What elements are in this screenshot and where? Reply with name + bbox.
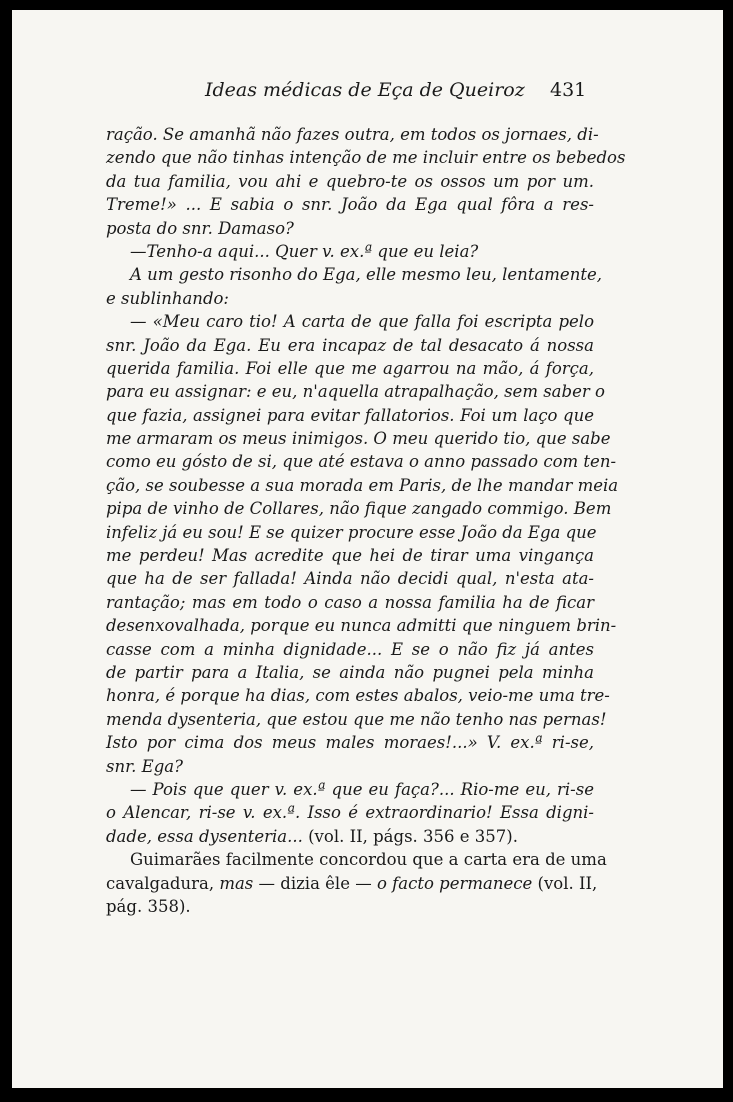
text-line: que ha de ser fallada! Ainda não decidi qual, n'esta ata- (106, 569, 594, 589)
text-line: para eu assignar: e eu, n'aquella atrapalhação, sem saber o (106, 382, 605, 402)
text-line: — Pois que quer v. ex.ª que eu faça?... Rio-me eu, ri-se (130, 779, 594, 799)
text-line: me perdeu! Mas acredite que hei de tirar uma vingança (106, 546, 594, 566)
text-line (106, 872, 598, 895)
text-line: honra, é porque ha dias, com estes abalos, veio-me uma tre- (106, 686, 610, 706)
text-line: menda dysenteria, que estou que me não tenho nas pernas! (106, 709, 607, 729)
text-line: zendo que não tinhas intenção de me incluir entre os bebedos (106, 148, 626, 168)
text-line: de partir para a Italia, se ainda não pugnei pela minha (106, 662, 594, 682)
text-line: o Alencar, ri-se v. ex.ª. Isso é extraordinario! Essa digni- (106, 803, 594, 823)
running-title: Ideas médicas de Eça de Queiroz (205, 79, 525, 101)
text-line: Treme!» ... E sabia o snr. João da Ega qual fôra a res- (106, 195, 594, 215)
text-line: Isto por cima dos meus males moraes!...» V. ex.ª ri-se, (106, 733, 594, 753)
text-segment: dade, essa dysenteria... (106, 826, 303, 846)
text-line: querida familia. Foi elle que me agarrou na mão, á força, (106, 358, 594, 378)
text-line: casse com a minha dignidade... E se o não fiz já antes (106, 639, 594, 659)
text-line: snr. Ega? (106, 756, 183, 776)
italic-segment: o facto permanece (376, 873, 533, 893)
text-line: me armaram os meus inimigos. O meu querido tio, que sabe (106, 429, 611, 449)
page-header (12, 76, 723, 106)
text-segment: (vol. II, (537, 873, 598, 893)
text-line: — «Meu caro tio! A carta de que falla foi escripta pelo (130, 312, 594, 332)
citation-text: (vol. II, págs. 356 e 357). (308, 826, 518, 846)
text-line: pipa de vinho de Collares, não fique zangado commigo. Bem (106, 499, 612, 519)
text-line (106, 825, 594, 848)
text-line: pág. 358). (106, 896, 191, 916)
text-line: e sublinhando: (106, 288, 229, 308)
italic-segment: mas (219, 873, 254, 893)
text-line: —Tenho-a aqui... Quer v. ex.ª que eu leia? (130, 241, 479, 261)
text-line: A um gesto risonho do Ega, elle mesmo leu, lentamente, (130, 265, 602, 285)
text-line: rantação; mas em todo o caso a nossa familia ha de ficar (106, 592, 594, 612)
text-line: ção, se soubesse a sua morada em Paris, de lhe mandar meia (106, 475, 619, 495)
text-segment: — dizia êle — (258, 873, 372, 893)
text-line: posta do snr. Damaso? (106, 218, 294, 238)
text-line: ração. Se amanhã não fazes outra, em todos os jornaes, di- (106, 125, 599, 144)
text-segment: cavalgadura, (106, 873, 215, 893)
book-page (12, 10, 723, 1088)
page-number: 431 (550, 79, 587, 101)
body-text (106, 123, 626, 918)
text-line: desenxovalhada, porque eu nunca admitti que ninguem brin- (106, 616, 617, 636)
text-line: snr. João da Ega. Eu era incapaz de tal desacato á nossa (106, 335, 594, 355)
text-line: que fazia, assignei para evitar fallatorios. Foi um laço que (106, 405, 594, 425)
text-line: infeliz já eu sou! E se quizer procure esse João da Ega que (106, 522, 597, 542)
text-line: da tua familia, vou ahi e quebro-te os ossos um por um. (106, 171, 594, 191)
text-line: como eu gósto de si, que até estava o anno passado com ten- (106, 452, 617, 472)
text-line: Guimarães facilmente concordou que a carta era de uma (130, 850, 607, 870)
